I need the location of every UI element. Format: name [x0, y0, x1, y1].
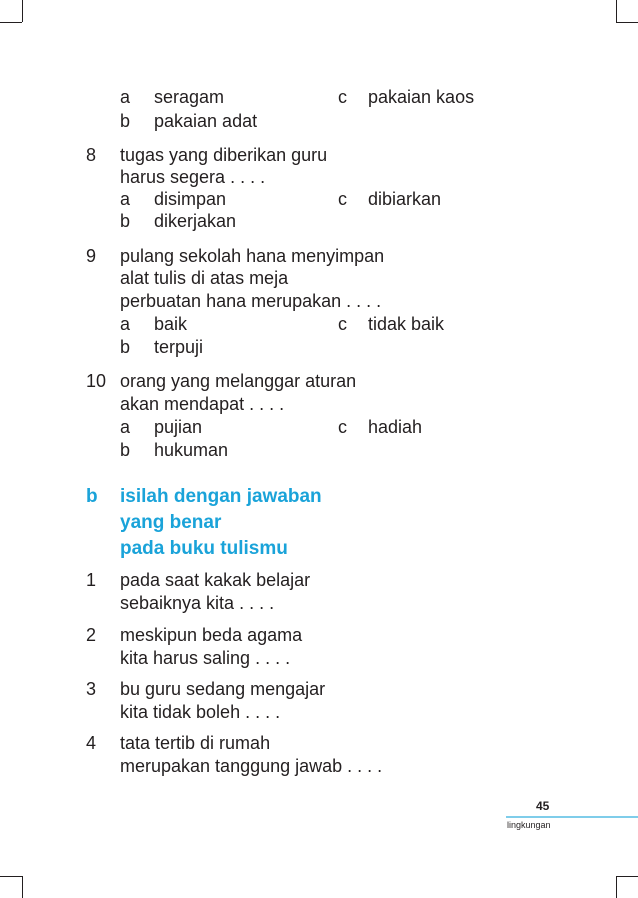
option-text: seragam [154, 87, 225, 107]
question-text: sebaiknya kita . . . . [120, 593, 275, 613]
question-number: 1 [86, 570, 97, 590]
question-text: kita harus saling . . . . [120, 648, 291, 668]
option-letter: b [120, 111, 131, 131]
crop-mark-top-left-h [0, 22, 22, 23]
question-text: orang yang melanggar aturan [120, 371, 357, 391]
question-number: 3 [86, 679, 97, 699]
question-text: pulang sekolah hana menyimpan [120, 246, 385, 266]
crop-mark-top-left-v [22, 0, 23, 22]
option-letter: c [338, 189, 347, 209]
option-letter: b [120, 440, 131, 460]
option-letter: c [338, 417, 347, 437]
option-text: pakaian adat [154, 111, 258, 131]
option-text: hadiah [368, 417, 423, 437]
page-number: 45 [536, 799, 550, 813]
section-heading: pada buku tulismu [120, 538, 288, 559]
option-letter: a [120, 87, 131, 107]
question-number: 8 [86, 145, 97, 165]
question-number: 9 [86, 246, 97, 266]
section-heading: isilah dengan jawaban [120, 486, 322, 507]
question-number: 2 [86, 625, 97, 645]
crop-mark-top-right-h [616, 22, 638, 23]
question-number: 10 [86, 371, 107, 391]
question-text: akan mendapat . . . . [120, 394, 285, 414]
option-letter: a [120, 314, 131, 334]
option-letter: c [338, 87, 347, 107]
question-text: merupakan tanggung jawab . . . . [120, 756, 383, 776]
question-text: perbuatan hana merupakan . . . . [120, 291, 382, 311]
question-text: kita tidak boleh . . . . [120, 702, 281, 722]
option-letter: c [338, 314, 347, 334]
question-text: pada saat kakak belajar [120, 570, 311, 590]
question-text: tugas yang diberikan guru [120, 145, 328, 165]
question-text: tata tertib di rumah [120, 733, 271, 753]
option-text: disimpan [154, 189, 227, 209]
option-letter: a [120, 189, 131, 209]
option-text: dikerjakan [154, 211, 237, 231]
crop-mark-bottom-right-h [616, 876, 638, 877]
crop-mark-bottom-left-h [0, 876, 22, 877]
chapter-label: lingkungan [507, 820, 551, 830]
crop-mark-bottom-right-v [616, 876, 617, 898]
crop-mark-bottom-left-v [22, 876, 23, 898]
question-text: meskipun beda agama [120, 625, 303, 645]
question-text: bu guru sedang mengajar [120, 679, 326, 699]
question-text: harus segera . . . . [120, 167, 266, 187]
option-text: tidak baik [368, 314, 445, 334]
footer-rule [506, 816, 638, 818]
option-text: baik [154, 314, 188, 334]
option-letter: b [120, 337, 131, 357]
option-text: dibiarkan [368, 189, 442, 209]
question-text: alat tulis di atas meja [120, 268, 289, 288]
question-number: 4 [86, 733, 97, 753]
option-text: pakaian kaos [368, 87, 475, 107]
option-letter: a [120, 417, 131, 437]
option-text: hukuman [154, 440, 229, 460]
crop-mark-top-right-v [616, 0, 617, 22]
option-letter: b [120, 211, 131, 231]
option-text: pujian [154, 417, 203, 437]
section-heading: yang benar [120, 512, 222, 533]
section-letter: b [86, 486, 98, 507]
option-text: terpuji [154, 337, 204, 357]
